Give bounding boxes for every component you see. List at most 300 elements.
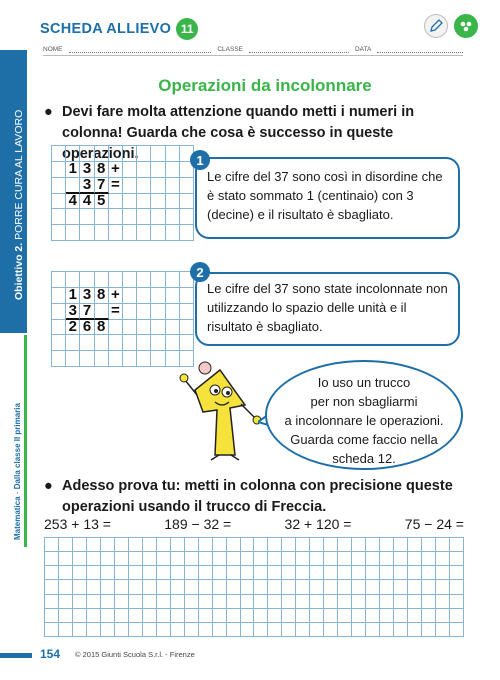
- exercise-list: [44, 516, 464, 532]
- work-grid-cell[interactable]: [366, 595, 380, 609]
- work-grid-cell[interactable]: [282, 566, 296, 580]
- work-grid-cell[interactable]: [157, 566, 171, 580]
- work-grid-cell[interactable]: [45, 552, 59, 566]
- work-grid-cell[interactable]: [171, 609, 185, 623]
- work-grid-cell[interactable]: [227, 609, 241, 623]
- work-grid-cell[interactable]: [171, 623, 185, 637]
- work-grid-cell[interactable]: [338, 552, 352, 566]
- work-grid-cell[interactable]: [185, 609, 199, 623]
- grid-digit: 2: [66, 320, 80, 336]
- work-grid-cell[interactable]: [73, 538, 87, 552]
- work-grid-cell[interactable]: [73, 623, 87, 637]
- work-grid-cell[interactable]: [310, 609, 324, 623]
- grid-cell: [123, 272, 137, 288]
- work-grid-cell[interactable]: [394, 580, 408, 594]
- work-grid-cell[interactable]: [422, 595, 436, 609]
- work-grid-cell[interactable]: [408, 538, 422, 552]
- work-grid-cell[interactable]: [213, 595, 227, 609]
- work-grid-cell[interactable]: [268, 538, 282, 552]
- work-grid-cell[interactable]: [171, 538, 185, 552]
- work-grid-cell[interactable]: [213, 538, 227, 552]
- work-grid-cell[interactable]: [310, 552, 324, 566]
- grid-cell: [52, 162, 66, 178]
- page-number: 154: [40, 647, 61, 661]
- work-grid-cell[interactable]: [227, 552, 241, 566]
- grid-digit: +: [109, 162, 123, 178]
- grid-cell: [166, 304, 180, 320]
- exercise-item: 253 + 13 =: [44, 516, 111, 532]
- work-grid-cell[interactable]: [268, 580, 282, 594]
- work-grid-cell[interactable]: [143, 566, 157, 580]
- grid-cell: [109, 209, 123, 225]
- work-grid-cell[interactable]: [338, 538, 352, 552]
- work-grid-cell[interactable]: [408, 623, 422, 637]
- work-grid-cell[interactable]: [296, 609, 310, 623]
- work-grid-cell[interactable]: [436, 566, 450, 580]
- grid-digit: =: [109, 304, 123, 320]
- grid-digit: 5: [95, 194, 109, 210]
- grid-digit: 7: [95, 178, 109, 194]
- work-grid-cell[interactable]: [143, 595, 157, 609]
- work-grid-cell[interactable]: [157, 580, 171, 594]
- work-grid-cell[interactable]: [408, 580, 422, 594]
- work-grid[interactable]: [44, 537, 464, 637]
- work-grid-cell[interactable]: [143, 552, 157, 566]
- work-grid-cell[interactable]: [129, 609, 143, 623]
- work-grid-cell[interactable]: [422, 609, 436, 623]
- work-grid-cell[interactable]: [101, 552, 115, 566]
- grid-digit: 1: [66, 162, 80, 178]
- work-grid-cell[interactable]: [338, 580, 352, 594]
- work-grid-cell[interactable]: [436, 538, 450, 552]
- grid-cell: [166, 335, 180, 351]
- example-2-grid: [51, 271, 194, 367]
- work-grid-cell[interactable]: [380, 552, 394, 566]
- grid-cell: [166, 225, 180, 241]
- work-grid-cell[interactable]: [366, 609, 380, 623]
- work-grid-cell[interactable]: [324, 609, 338, 623]
- work-grid-cell[interactable]: [45, 566, 59, 580]
- work-grid-cell[interactable]: [143, 538, 157, 552]
- work-grid-cell[interactable]: [282, 623, 296, 637]
- work-grid-cell[interactable]: [171, 552, 185, 566]
- example-2-text: Le cifre del 37 sono state incolonnate non utilizzando lo spazio delle unità e il risultato è sbagliato.: [207, 281, 448, 334]
- work-grid-cell[interactable]: [268, 566, 282, 580]
- work-grid-cell[interactable]: [422, 580, 436, 594]
- work-grid-cell[interactable]: [450, 595, 464, 609]
- work-grid-cell[interactable]: [408, 595, 422, 609]
- grid-cell: [137, 162, 151, 178]
- grid-cell: [95, 209, 109, 225]
- work-grid-cell[interactable]: [241, 580, 255, 594]
- work-grid-cell[interactable]: [101, 623, 115, 637]
- work-grid-cell[interactable]: [296, 595, 310, 609]
- work-grid-cell[interactable]: [143, 580, 157, 594]
- work-grid-cell[interactable]: [115, 609, 129, 623]
- grid-cell: [123, 288, 137, 304]
- work-grid-cell[interactable]: [394, 595, 408, 609]
- grid-cell: [166, 320, 180, 336]
- work-grid-cell[interactable]: [241, 566, 255, 580]
- instruction-2-text: Adesso prova tu: metti in colonna con precisione queste operazioni usando il trucco di Freccia.: [62, 478, 453, 515]
- work-grid-cell[interactable]: [436, 552, 450, 566]
- work-grid-cell[interactable]: [436, 609, 450, 623]
- work-grid-cell[interactable]: [324, 595, 338, 609]
- work-grid-cell[interactable]: [282, 609, 296, 623]
- work-grid-cell[interactable]: [227, 580, 241, 594]
- work-grid-cell[interactable]: [450, 623, 464, 637]
- grid-cell: [66, 351, 80, 367]
- footer-bar: [0, 653, 32, 658]
- work-grid-cell[interactable]: [366, 580, 380, 594]
- work-grid-cell[interactable]: [408, 566, 422, 580]
- work-grid-cell[interactable]: [254, 623, 268, 637]
- work-grid-cell[interactable]: [227, 538, 241, 552]
- work-grid-cell[interactable]: [73, 552, 87, 566]
- work-grid-cell[interactable]: [199, 595, 213, 609]
- grid-cell: [52, 288, 66, 304]
- work-grid-cell[interactable]: [352, 623, 366, 637]
- work-grid-cell[interactable]: [268, 623, 282, 637]
- work-grid-cell[interactable]: [115, 580, 129, 594]
- work-grid-cell[interactable]: [227, 595, 241, 609]
- grid-cell: [137, 320, 151, 336]
- date-label: DATA: [354, 46, 372, 53]
- work-grid-cell[interactable]: [436, 623, 450, 637]
- work-grid-cell[interactable]: [115, 623, 129, 637]
- grid-cell: [95, 225, 109, 241]
- work-grid-cell[interactable]: [366, 538, 380, 552]
- student-info-row: [43, 46, 463, 53]
- work-grid-cell[interactable]: [157, 552, 171, 566]
- work-grid-cell[interactable]: [129, 580, 143, 594]
- work-grid-cell[interactable]: [241, 623, 255, 637]
- work-grid-cell[interactable]: [296, 580, 310, 594]
- work-grid-cell[interactable]: [45, 609, 59, 623]
- work-grid-cell[interactable]: [366, 623, 380, 637]
- work-grid-cell[interactable]: [352, 538, 366, 552]
- sheet-header: [40, 18, 198, 40]
- work-grid-cell[interactable]: [422, 566, 436, 580]
- grid-cell: [123, 335, 137, 351]
- grid-cell: [151, 194, 165, 210]
- sidebar-objective-label: [13, 110, 25, 300]
- work-grid-cell[interactable]: [59, 595, 73, 609]
- work-grid-cell[interactable]: [254, 595, 268, 609]
- work-grid-cell[interactable]: [310, 538, 324, 552]
- work-grid-cell[interactable]: [101, 580, 115, 594]
- grid-cell: [180, 304, 194, 320]
- work-grid-cell[interactable]: [241, 538, 255, 552]
- grid-cell: [95, 335, 109, 351]
- grid-digit: 8: [95, 320, 109, 336]
- work-grid-cell[interactable]: [115, 566, 129, 580]
- work-grid-cell[interactable]: [87, 552, 101, 566]
- work-grid-cell[interactable]: [450, 609, 464, 623]
- work-grid-cell[interactable]: [185, 580, 199, 594]
- work-grid-cell[interactable]: [268, 609, 282, 623]
- work-grid-cell[interactable]: [450, 566, 464, 580]
- work-grid-cell[interactable]: [199, 609, 213, 623]
- work-grid-cell[interactable]: [394, 538, 408, 552]
- grid-cell: [52, 194, 66, 210]
- grid-digit: 3: [80, 178, 94, 194]
- work-grid-cell[interactable]: [73, 566, 87, 580]
- work-grid-cell[interactable]: [422, 623, 436, 637]
- work-grid-cell[interactable]: [394, 552, 408, 566]
- work-grid-cell[interactable]: [157, 609, 171, 623]
- work-grid-cell[interactable]: [115, 552, 129, 566]
- work-grid-cell[interactable]: [129, 552, 143, 566]
- work-grid-cell[interactable]: [185, 538, 199, 552]
- work-grid-cell[interactable]: [380, 580, 394, 594]
- grid-cell: [123, 351, 137, 367]
- work-grid-cell[interactable]: [185, 623, 199, 637]
- work-grid-cell[interactable]: [59, 609, 73, 623]
- work-grid-cell[interactable]: [73, 595, 87, 609]
- work-grid-cell[interactable]: [199, 580, 213, 594]
- grid-digit: 3: [80, 162, 94, 178]
- work-grid-cell[interactable]: [254, 609, 268, 623]
- grid-cell: [66, 209, 80, 225]
- work-grid-cell[interactable]: [254, 566, 268, 580]
- grid-cell: [180, 178, 194, 194]
- work-grid-cell[interactable]: [59, 566, 73, 580]
- work-grid-cell[interactable]: [129, 623, 143, 637]
- grid-cell: [180, 209, 194, 225]
- work-grid-cell[interactable]: [450, 580, 464, 594]
- work-grid-cell[interactable]: [115, 538, 129, 552]
- work-grid-cell[interactable]: [241, 595, 255, 609]
- grid-digit: 8: [95, 288, 109, 304]
- work-grid-cell[interactable]: [241, 552, 255, 566]
- work-grid-cell[interactable]: [59, 538, 73, 552]
- grid-digit: 8: [95, 162, 109, 178]
- work-grid-cell[interactable]: [282, 580, 296, 594]
- work-grid-cell[interactable]: [157, 538, 171, 552]
- work-grid-cell[interactable]: [380, 538, 394, 552]
- work-grid-cell[interactable]: [87, 595, 101, 609]
- work-grid-cell[interactable]: [422, 538, 436, 552]
- work-grid-cell[interactable]: [185, 595, 199, 609]
- work-grid-cell[interactable]: [101, 595, 115, 609]
- subject-name: Matematica: [13, 496, 22, 540]
- work-grid-cell[interactable]: [59, 623, 73, 637]
- work-grid-cell[interactable]: [101, 609, 115, 623]
- work-grid-cell[interactable]: [310, 566, 324, 580]
- work-grid-cell[interactable]: [213, 552, 227, 566]
- work-grid-cell[interactable]: [394, 623, 408, 637]
- work-grid-cell[interactable]: [380, 623, 394, 637]
- grid-cell: [137, 194, 151, 210]
- sidebar: [0, 0, 27, 680]
- work-grid-cell[interactable]: [73, 580, 87, 594]
- grid-digit: 3: [66, 304, 80, 320]
- work-grid-cell[interactable]: [422, 552, 436, 566]
- grid-cell: [166, 146, 180, 162]
- work-grid-cell[interactable]: [394, 566, 408, 580]
- work-grid-cell[interactable]: [129, 566, 143, 580]
- grid-cell: [151, 178, 165, 194]
- work-grid-cell[interactable]: [282, 538, 296, 552]
- grid-cell: [123, 320, 137, 336]
- work-grid-cell[interactable]: [380, 566, 394, 580]
- work-grid-cell[interactable]: [254, 552, 268, 566]
- work-grid-cell[interactable]: [324, 623, 338, 637]
- work-grid-cell[interactable]: [310, 580, 324, 594]
- work-grid-cell[interactable]: [338, 609, 352, 623]
- sheet-number-badge: 11: [176, 18, 198, 40]
- work-grid-cell[interactable]: [296, 552, 310, 566]
- work-grid-cell[interactable]: [352, 566, 366, 580]
- grid-digit: 3: [80, 288, 94, 304]
- work-grid-cell[interactable]: [101, 538, 115, 552]
- work-grid-cell[interactable]: [73, 609, 87, 623]
- work-grid-cell[interactable]: [227, 623, 241, 637]
- grid-cell: [109, 351, 123, 367]
- grid-cell: [137, 146, 151, 162]
- work-grid-cell[interactable]: [380, 609, 394, 623]
- example-2-number: 2: [190, 262, 210, 282]
- work-grid-cell[interactable]: [157, 623, 171, 637]
- work-grid-cell[interactable]: [282, 595, 296, 609]
- work-grid-cell[interactable]: [101, 566, 115, 580]
- work-grid-cell[interactable]: [213, 609, 227, 623]
- work-grid-cell[interactable]: [366, 552, 380, 566]
- work-grid-cell[interactable]: [324, 552, 338, 566]
- grid-cell: [52, 351, 66, 367]
- work-grid-cell[interactable]: [352, 609, 366, 623]
- grid-cell: [166, 178, 180, 194]
- work-grid-cell[interactable]: [324, 580, 338, 594]
- work-grid-cell[interactable]: [129, 595, 143, 609]
- grid-cell: [166, 194, 180, 210]
- work-grid-cell[interactable]: [352, 580, 366, 594]
- work-grid-cell[interactable]: [199, 566, 213, 580]
- grid-cell: [166, 209, 180, 225]
- work-grid-cell[interactable]: [394, 609, 408, 623]
- grid-cell: [80, 209, 94, 225]
- group-icon: [454, 14, 478, 38]
- work-grid-cell[interactable]: [254, 580, 268, 594]
- grid-cell: [66, 335, 80, 351]
- work-grid-cell[interactable]: [450, 552, 464, 566]
- work-grid-cell[interactable]: [213, 623, 227, 637]
- grid-digit: =: [109, 178, 123, 194]
- work-grid-cell[interactable]: [45, 595, 59, 609]
- grid-cell: [151, 225, 165, 241]
- grid-cell: [137, 272, 151, 288]
- work-grid-cell[interactable]: [129, 538, 143, 552]
- grid-cell: [123, 146, 137, 162]
- work-grid-cell[interactable]: [59, 580, 73, 594]
- work-grid-cell[interactable]: [45, 580, 59, 594]
- work-grid-cell[interactable]: [450, 538, 464, 552]
- work-grid-cell[interactable]: [408, 609, 422, 623]
- work-grid-cell[interactable]: [380, 595, 394, 609]
- speech-line: Io uso un trucco: [317, 375, 411, 390]
- work-grid-cell[interactable]: [366, 566, 380, 580]
- objective-text: PORRE CURA AL LAVORO: [13, 109, 25, 240]
- grid-cell: [137, 335, 151, 351]
- class-label: CLASSE: [217, 46, 243, 53]
- work-grid-cell[interactable]: [352, 595, 366, 609]
- grid-cell: [52, 335, 66, 351]
- work-grid-cell[interactable]: [324, 566, 338, 580]
- work-grid-cell[interactable]: [408, 552, 422, 566]
- page-title: Operazioni da incolonnare: [158, 76, 372, 95]
- work-grid-cell[interactable]: [143, 623, 157, 637]
- work-grid-cell[interactable]: [199, 538, 213, 552]
- work-grid-cell[interactable]: [87, 580, 101, 594]
- work-grid-cell[interactable]: [296, 566, 310, 580]
- sheet-title: SCHEDA ALLIEVO: [40, 21, 172, 37]
- work-grid-cell[interactable]: [213, 566, 227, 580]
- work-grid-cell[interactable]: [143, 609, 157, 623]
- work-grid-cell[interactable]: [324, 538, 338, 552]
- speech-line: a incolonnare le operazioni.: [284, 413, 444, 428]
- work-grid-cell[interactable]: [268, 552, 282, 566]
- work-grid-cell[interactable]: [296, 538, 310, 552]
- work-grid-cell[interactable]: [338, 595, 352, 609]
- work-grid-cell[interactable]: [87, 566, 101, 580]
- grid-cell: [52, 272, 66, 288]
- example-1-grid: [51, 145, 194, 241]
- work-grid-cell[interactable]: [436, 595, 450, 609]
- work-grid-cell[interactable]: [254, 538, 268, 552]
- work-grid-cell[interactable]: [45, 623, 59, 637]
- work-grid-cell[interactable]: [171, 580, 185, 594]
- work-grid-cell[interactable]: [157, 595, 171, 609]
- grid-cell: [52, 178, 66, 194]
- grid-digit: 6: [80, 320, 94, 336]
- work-grid-cell[interactable]: [171, 566, 185, 580]
- work-grid-cell[interactable]: [227, 566, 241, 580]
- instruction-2: [44, 476, 464, 518]
- work-grid-cell[interactable]: [45, 538, 59, 552]
- work-grid-cell[interactable]: [185, 552, 199, 566]
- work-grid-cell[interactable]: [185, 566, 199, 580]
- date-field[interactable]: [377, 46, 463, 53]
- grid-cell: [180, 335, 194, 351]
- name-field[interactable]: [69, 46, 212, 53]
- work-grid-cell[interactable]: [59, 552, 73, 566]
- grid-cell: [151, 162, 165, 178]
- work-grid-cell[interactable]: [310, 623, 324, 637]
- work-grid-cell[interactable]: [436, 580, 450, 594]
- work-grid-cell[interactable]: [87, 538, 101, 552]
- work-grid-cell[interactable]: [282, 552, 296, 566]
- work-grid-cell[interactable]: [352, 552, 366, 566]
- work-grid-cell[interactable]: [338, 566, 352, 580]
- work-grid-cell[interactable]: [171, 595, 185, 609]
- grid-cell: [137, 209, 151, 225]
- subject-level: Dalla classe II primaria: [13, 403, 22, 490]
- work-grid-cell[interactable]: [338, 623, 352, 637]
- class-field[interactable]: [249, 46, 349, 53]
- work-grid-cell[interactable]: [87, 623, 101, 637]
- example-1-explanation: [195, 157, 460, 239]
- work-grid-cell[interactable]: [87, 609, 101, 623]
- work-grid-cell[interactable]: [296, 623, 310, 637]
- work-grid-cell[interactable]: [268, 595, 282, 609]
- work-grid-cell[interactable]: [241, 609, 255, 623]
- work-grid-cell[interactable]: [213, 580, 227, 594]
- work-grid-cell[interactable]: [310, 595, 324, 609]
- work-grid-cell[interactable]: [115, 595, 129, 609]
- work-grid-cell[interactable]: [199, 552, 213, 566]
- work-grid-cell[interactable]: [199, 623, 213, 637]
